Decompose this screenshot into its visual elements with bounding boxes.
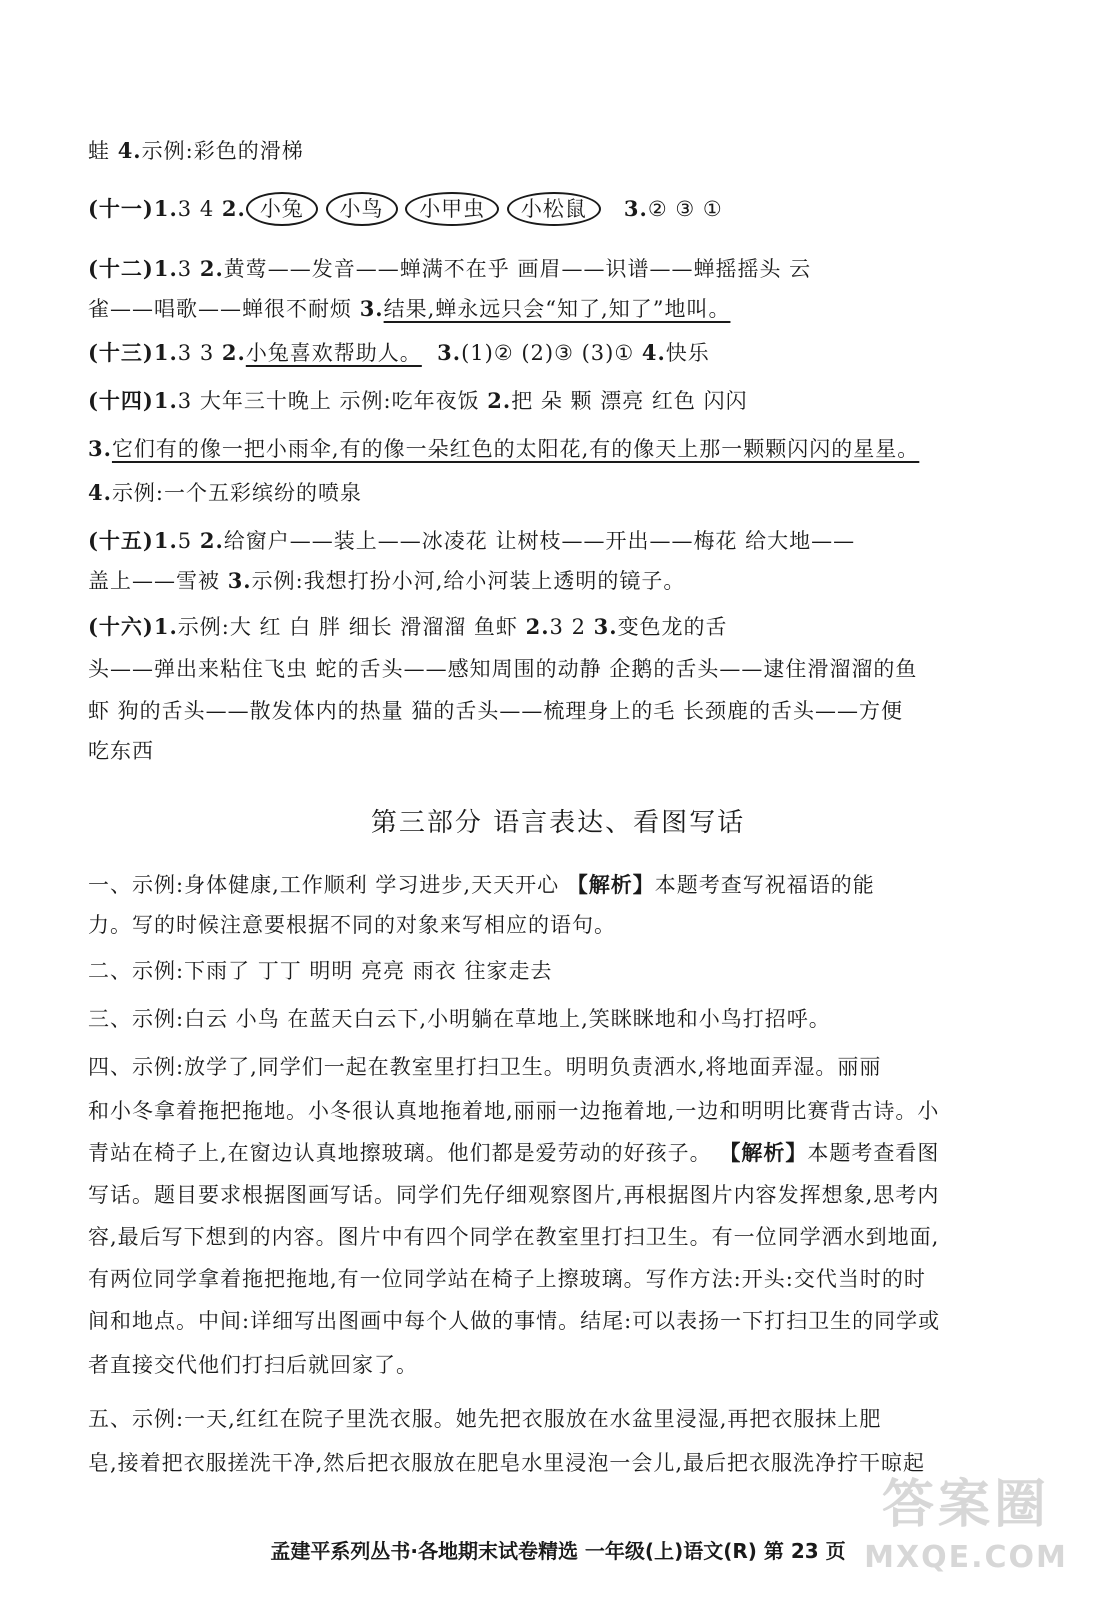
answer-line: 写话。题目要求根据图画写话。同学们先仔细观察图片,再根据图片内容发挥想象,思考内 bbox=[88, 1183, 940, 1207]
answer-line: 一、示例:身体健康,工作顺利 学习进步,天天开心 【解析】本题考查写祝福语的能 bbox=[88, 872, 875, 897]
answer-line: 者直接交代他们打扫后就回家了。 bbox=[88, 1353, 418, 1377]
answer-line: (十四)1.3 大年三十晚上 示例:吃年夜饭 2.把 朵 颗 漂亮 红色 闪闪 bbox=[88, 388, 748, 413]
page-footer: 孟建平系列丛书·各地期末试卷精选 一年级(上)语文(R) 第 23 页 bbox=[270, 1539, 846, 1563]
answer-line: 间和地点。中间:详细写出图画中每个人做的事情。结尾:可以表扬一下打扫卫生的同学或 bbox=[88, 1309, 941, 1333]
answer-line-q11: (十一)1.3 4 2. 小兔 小鸟 小甲虫 小松鼠 3.② ③ ① bbox=[88, 192, 976, 226]
answer-line: 皂,接着把衣服搓洗干净,然后把衣服放在肥皂水里浸泡一会儿,最后把衣服洗净拧干晾起 bbox=[88, 1451, 926, 1475]
answer-line: 头——弹出来粘住飞虫 蛇的舌头——感知周围的动静 企鹅的舌头——逮住滑溜溜的鱼 bbox=[88, 657, 918, 681]
answer-line: (十五)1.5 2.给窗户——装上——冰凌花 让树枝——开出——梅花 给大地—— bbox=[88, 528, 856, 553]
watermark-logo bbox=[846, 1470, 1086, 1600]
answer-line: (十三)1.3 3 2.小兔喜欢帮助人。 3.(1)② (2)③ (3)① 4.快乐 bbox=[88, 340, 710, 365]
answer-line: 蛙 4.示例:彩色的滑梯 bbox=[88, 138, 304, 163]
circled-word: 小鸟 bbox=[326, 192, 398, 226]
answer-line: 和小冬拿着拖把拖地。小冬很认真地拖着地,丽丽一边拖着地,一边和明明比赛背古诗。小 bbox=[88, 1099, 940, 1123]
answer-line: 容,最后写下想到的内容。图片中有四个同学在教室里打扫卫生。有一位同学洒水到地面, bbox=[88, 1225, 940, 1249]
answer-line: 虾 狗的舌头——散发体内的热量 猫的舌头——梳理身上的毛 长颈鹿的舌头——方便 bbox=[88, 699, 904, 723]
answer-line: (十六)1.示例:大 红 白 胖 细长 滑溜溜 鱼虾 2.3 2 3.变色龙的舌 bbox=[88, 614, 728, 639]
answer-line: 盖上——雪被 3.示例:我想打扮小河,给小河装上透明的镜子。 bbox=[88, 568, 686, 593]
answer-line: 3.它们有的像一把小雨伞,有的像一朵红色的太阳花,有的像天上那一颗颗闪闪的星星。 bbox=[88, 436, 920, 461]
watermark-text: 答案圈 bbox=[881, 1475, 1050, 1535]
answer-line: 青站在椅子上,在窗边认真地擦玻璃。他们都是爱劳动的好孩子。 【解析】本题考查看图 bbox=[88, 1140, 940, 1165]
answer-line: 雀——唱歌——蝉很不耐烦 3.结果,蝉永远只会“知了,知了”地叫。 bbox=[88, 296, 731, 321]
circled-word: 小兔 bbox=[246, 192, 318, 226]
answer-line: 有两位同学拿着拖把拖地,有一位同学站在椅子上擦玻璃。写作方法:开头:交代当时的时 bbox=[88, 1267, 926, 1291]
answer-line: 二、示例:下雨了 丁丁 明明 亮亮 雨衣 往家走去 bbox=[88, 959, 553, 983]
answer-line: 三、示例:白云 小鸟 在蓝天白云下,小明躺在草地上,笑眯眯地和小鸟打招呼。 bbox=[88, 1007, 831, 1031]
circled-word: 小松鼠 bbox=[507, 192, 601, 226]
answer-line: 四、示例:放学了,同学们一起在教室里打扫卫生。明明负责洒水,将地面弄湿。丽丽 bbox=[88, 1055, 882, 1079]
answer-line: (十二)1.3 2.黄莺——发音——蝉满不在乎 画眉——识谱——蝉摇摇头 云 bbox=[88, 256, 812, 281]
answer-line: 力。写的时候注意要根据不同的对象来写相应的语句。 bbox=[88, 913, 616, 937]
answer-line: 4.示例:一个五彩缤纷的喷泉 bbox=[88, 480, 363, 505]
watermark-url: MXQE.COM bbox=[864, 1540, 1068, 1575]
answer-line: 吃东西 bbox=[88, 739, 154, 763]
circled-word: 小甲虫 bbox=[405, 192, 499, 226]
section-title: 第三部分 语言表达、看图写话 bbox=[370, 808, 746, 838]
answer-line: 五、示例:一天,红红在院子里洗衣服。她先把衣服放在水盆里浸湿,再把衣服抹上肥 bbox=[88, 1407, 882, 1431]
